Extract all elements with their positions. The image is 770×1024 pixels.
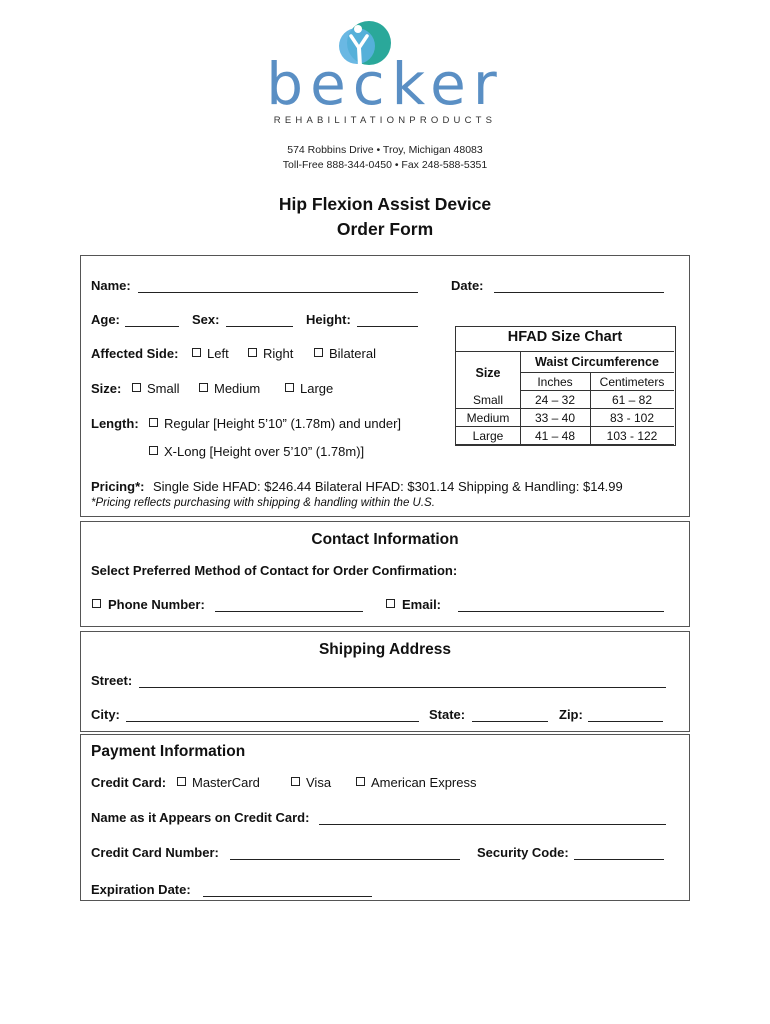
chart-cm-small: 61 – 82 bbox=[611, 393, 653, 407]
age-field[interactable] bbox=[125, 326, 179, 327]
sex-label: Sex: bbox=[192, 312, 220, 327]
chart-cm-large: 103 - 122 bbox=[606, 429, 658, 443]
affected-side-label: Affected Side: bbox=[91, 346, 179, 361]
expiration-label: Expiration Date: bbox=[91, 882, 191, 897]
option-american-express: American Express bbox=[371, 775, 477, 790]
option-small: Small bbox=[147, 381, 180, 396]
chart-size-large: Large bbox=[472, 429, 504, 443]
security-code-field[interactable] bbox=[574, 859, 664, 860]
checkbox-left[interactable] bbox=[192, 348, 201, 357]
email-field[interactable] bbox=[458, 611, 664, 612]
shipping-title: Shipping Address bbox=[318, 641, 452, 658]
form-title: Hip Flexion Assist Device bbox=[278, 194, 492, 214]
pricing-text: Single Side HFAD: $246.44 Bilateral HFAD: $301.14 Shipping & Handling: $14.99 bbox=[153, 479, 623, 494]
checkbox-bilateral[interactable] bbox=[314, 348, 323, 357]
height-field[interactable] bbox=[357, 326, 418, 327]
city-field[interactable] bbox=[126, 721, 419, 722]
name-label: Name: bbox=[91, 278, 131, 293]
option-visa: Visa bbox=[306, 775, 332, 790]
option-bilateral: Bilateral bbox=[329, 346, 376, 361]
card-number-label: Credit Card Number: bbox=[91, 845, 219, 860]
security-code-label: Security Code: bbox=[477, 845, 569, 860]
pricing-label: Pricing*: bbox=[91, 479, 145, 494]
name-on-card-label: Name as it Appears on Credit Card: bbox=[91, 810, 310, 825]
length-label: Length: bbox=[91, 416, 139, 431]
checkbox-american-express[interactable] bbox=[356, 777, 365, 786]
checkbox-right[interactable] bbox=[248, 348, 257, 357]
checkbox-small[interactable] bbox=[132, 383, 141, 392]
brand-name: becker bbox=[266, 50, 504, 118]
expiration-field[interactable] bbox=[203, 896, 372, 897]
date-field[interactable] bbox=[494, 292, 664, 293]
chart-inches-small: 24 – 32 bbox=[534, 393, 576, 407]
credit-card-label: Credit Card: bbox=[91, 775, 167, 790]
cm-header: Centimeters bbox=[599, 375, 665, 389]
contact-section bbox=[80, 521, 690, 627]
option-left: Left bbox=[207, 346, 229, 361]
card-number-field[interactable] bbox=[230, 859, 460, 860]
checkbox-mastercard[interactable] bbox=[177, 777, 186, 786]
name-on-card-field[interactable] bbox=[319, 824, 666, 825]
state-label: State: bbox=[429, 707, 466, 722]
option-regular: Regular [Height 5’10” (1.78m) and under] bbox=[164, 416, 402, 431]
contact-title: Contact Information bbox=[311, 531, 459, 548]
checkbox-large[interactable] bbox=[285, 383, 294, 392]
checkbox-visa[interactable] bbox=[291, 777, 300, 786]
size-chart-title: HFAD Size Chart bbox=[507, 329, 623, 345]
option-right: Right bbox=[263, 346, 294, 361]
phone-fax-line: Toll-Free 888-344-0450 • Fax 248-588-5351 bbox=[282, 159, 488, 171]
zip-label: Zip: bbox=[559, 707, 583, 722]
option-mastercard: MasterCard bbox=[192, 775, 260, 790]
payment-section bbox=[80, 734, 690, 901]
zip-field[interactable] bbox=[588, 721, 663, 722]
pricing-note: *Pricing reflects purchasing with shipping & handling within the U.S. bbox=[91, 497, 435, 509]
option-large: Large bbox=[300, 381, 334, 396]
chart-size-medium: Medium bbox=[466, 411, 510, 425]
form-subtitle: Order Form bbox=[336, 219, 434, 239]
phone-label: Phone Number: bbox=[108, 597, 205, 612]
option-x-long: X-Long [Height over 5’10” (1.78m)] bbox=[164, 444, 365, 459]
inches-header: Inches bbox=[537, 375, 573, 389]
date-label: Date: bbox=[451, 278, 484, 293]
size-header: Size bbox=[475, 366, 501, 380]
chart-inches-medium: 33 – 40 bbox=[534, 411, 576, 425]
checkbox-email[interactable] bbox=[386, 599, 395, 608]
chart-cm-medium: 83 - 102 bbox=[609, 411, 655, 425]
checkbox-regular[interactable] bbox=[149, 418, 158, 427]
phone-field[interactable] bbox=[215, 611, 363, 612]
street-field[interactable] bbox=[139, 687, 666, 688]
city-label: City: bbox=[91, 707, 120, 722]
sex-field[interactable] bbox=[226, 326, 293, 327]
size-chart bbox=[455, 326, 676, 446]
address-line: 574 Robbins Drive • Troy, Michigan 48083 bbox=[287, 144, 483, 156]
state-field[interactable] bbox=[472, 721, 548, 722]
checkbox-medium[interactable] bbox=[199, 383, 208, 392]
brand-tagline: REHABILITATIONPRODUCTS bbox=[273, 115, 497, 126]
waist-header: Waist Circumference bbox=[535, 355, 659, 369]
age-label: Age: bbox=[91, 312, 120, 327]
chart-size-small: Small bbox=[472, 393, 503, 407]
name-field[interactable] bbox=[138, 292, 418, 293]
payment-title: Payment Information bbox=[91, 743, 246, 760]
checkbox-phone[interactable] bbox=[92, 599, 101, 608]
email-label: Email: bbox=[402, 597, 442, 612]
shipping-section bbox=[80, 631, 690, 732]
size-label: Size: bbox=[91, 381, 122, 396]
chart-inches-large: 41 – 48 bbox=[534, 429, 576, 443]
option-medium: Medium bbox=[214, 381, 261, 396]
height-label: Height: bbox=[306, 312, 351, 327]
street-label: Street: bbox=[91, 673, 133, 688]
contact-instruction: Select Preferred Method of Contact for Order Confirmation: bbox=[91, 563, 458, 578]
checkbox-x-long[interactable] bbox=[149, 446, 158, 455]
